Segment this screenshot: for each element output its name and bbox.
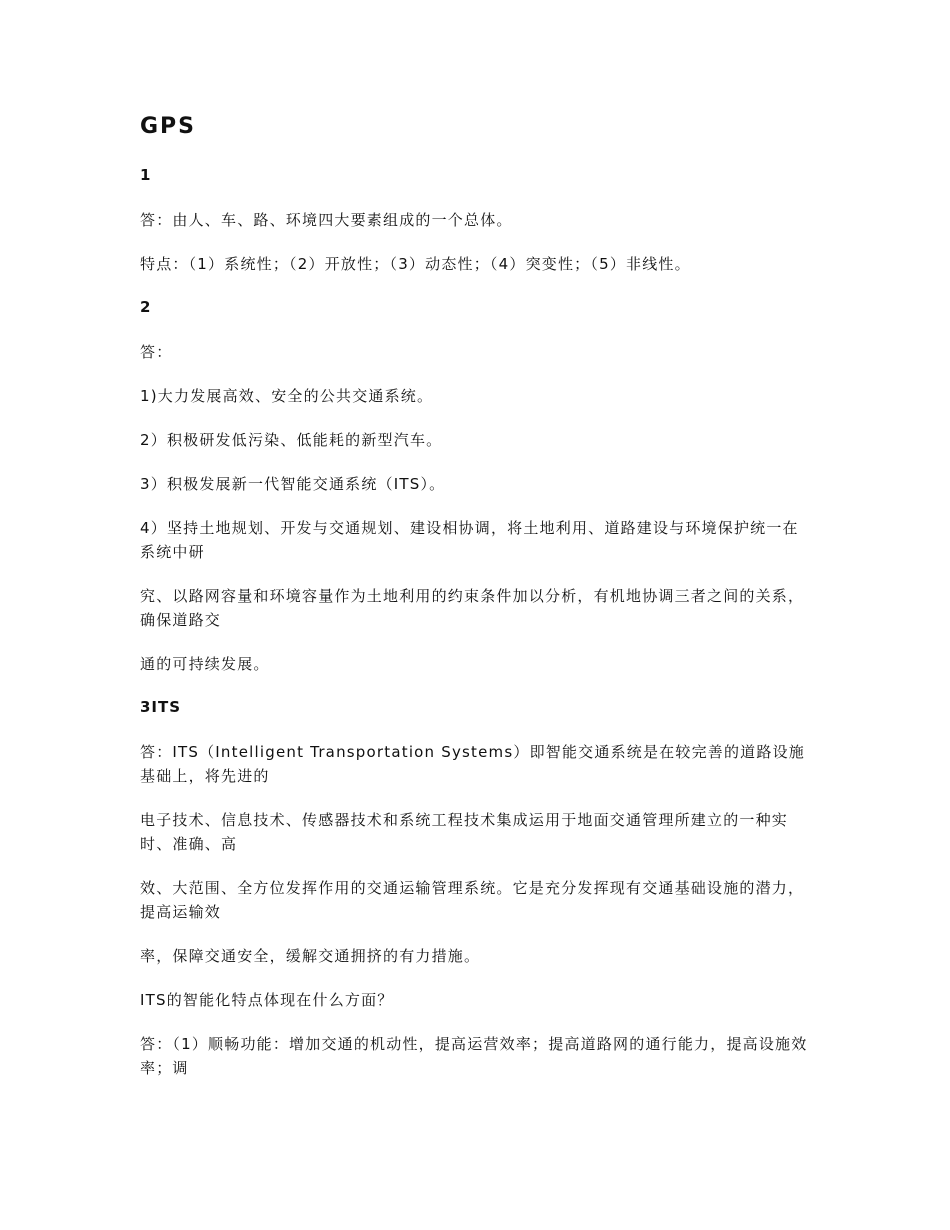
its-definition-part-3: 效、大范围、全方位发挥作用的交通运输管理系统。它是充分发挥现有交通基础设施的潜力，提高运输效 [140, 879, 805, 921]
list-item-2: 2）积极研发低污染、低能耗的新型汽车。 [140, 431, 443, 449]
its-question: ITS的智能化特点体现在什么方面？ [140, 991, 394, 1009]
list-item-4-part-2: 究、以路网容量和环境容量作为土地利用的约束条件加以分析，有机地协调三者之间的关系，确保道路交 [140, 587, 805, 629]
document-page [140, 112, 808, 1100]
list-item-3: 3）积极发展新一代智能交通系统（ITS）。 [140, 475, 446, 493]
its-definition-part-1: 答：ITS（Intelligent Transportation Systems）即智能交通系统是在较完善的道路设施基础上，将先进的 [140, 743, 805, 785]
its-answer: 答：（1）顺畅功能：增加交通的机动性，提高运营效率；提高道路网的通行能力，提高设施效率；调 [140, 1035, 808, 1077]
its-definition-part-2: 电子技术、信息技术、传感器技术和系统工程技术集成运用于地面交通管理所建立的一种实时、准确、高 [140, 811, 789, 853]
list-item-4-part-1: 4）坚持土地规划、开发与交通规划、建设相协调，将土地利用、道路建设与环境保护统一在系统中研 [140, 519, 799, 561]
section-heading-2: 2 [140, 298, 152, 316]
section-heading-1: 1 [140, 166, 152, 184]
document-title: GPS [140, 114, 197, 139]
features-paragraph: 特点：（1）系统性；（2）开放性；（3）动态性；（4）突变性；（5）非线性。 [140, 255, 691, 273]
its-definition-part-4: 率，保障交通安全，缓解交通拥挤的有力措施。 [140, 947, 481, 965]
answer-paragraph: 答：由人、车、路、环境四大要素组成的一个总体。 [140, 211, 513, 229]
section-heading-3: 3ITS [140, 698, 182, 716]
list-item-4-part-3: 通的可持续发展。 [140, 655, 270, 673]
answer-label: 答： [140, 343, 173, 361]
list-item-1: 1)大力发展高效、安全的公共交通系统。 [140, 387, 434, 405]
